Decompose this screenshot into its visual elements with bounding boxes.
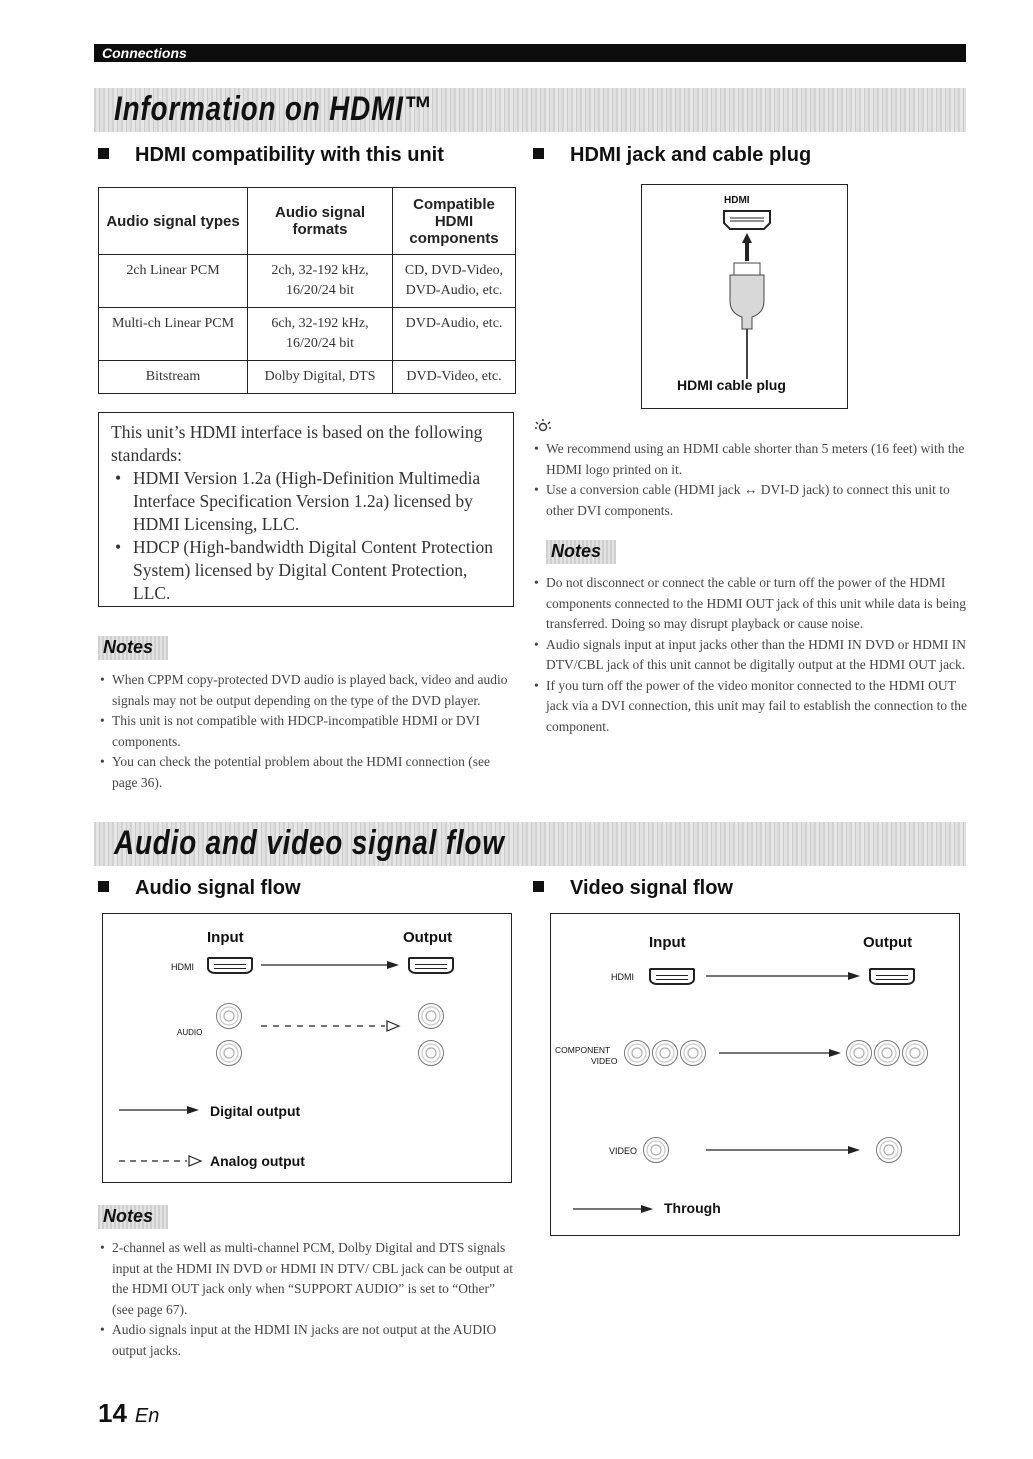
section-title: Information on HDMI™ (114, 90, 433, 128)
table-cell: DVD-Video, etc. (393, 361, 516, 394)
list-item: • Do not disconnect or connect the cable or turn off the power of the HDMI components connected to the HDMI OUT jack of this unit while data is being transferred. Doing so may disrupt playback or cause noise. (532, 573, 967, 635)
video-output-label: Output (863, 934, 913, 951)
video-input-jack-icon (643, 1137, 669, 1163)
section-banner-hdmi (94, 88, 966, 132)
analog-arrow-icon (261, 1019, 401, 1033)
video-jack-label: VIDEO (609, 1146, 638, 1156)
through-legend-arrow-icon (573, 1203, 653, 1215)
digital-output-legend: Digital output (210, 1103, 301, 1119)
hdmi-output-port-icon (869, 968, 915, 985)
list-item: • When CPPM copy-protected DVD audio is played back, video and audio signals may not be output depending on the type of the DVD player. (98, 670, 518, 711)
notes-label: Notes (98, 636, 168, 660)
list-item: • Audio signals input at input jacks other than the HDMI IN DVD or HDMI IN DTV/CBL jack of this unit cannot be digitally output at the HDMI OUT jack. (532, 635, 967, 676)
hdmi-input-port-icon (207, 957, 253, 974)
video-output-jack-icon (876, 1137, 902, 1163)
table-cell: DVD-Audio, etc. (393, 308, 516, 361)
table-cell: 2ch, 32-192 kHz, 16/20/24 bit (248, 255, 393, 308)
through-arrow-icon (706, 1143, 860, 1157)
standards-box (98, 412, 514, 607)
audio-input-label: Input (207, 929, 244, 946)
section-title: Audio and video signal flow (114, 824, 505, 862)
bullet-square-icon (533, 881, 544, 892)
video-input-label: Input (649, 934, 686, 951)
hdmi-label: HDMI (171, 962, 194, 972)
digital-arrow-icon (261, 958, 399, 972)
page-lang: En (134, 1405, 160, 1427)
digital-legend-arrow-icon (119, 1104, 199, 1116)
notes-list-left (98, 670, 518, 793)
list-item: • Audio signals input at the HDMI IN jacks are not output at the AUDIO output jacks. (98, 1320, 518, 1361)
standards-intro: This unit’s HDMI interface is based on the following standards: (111, 422, 483, 465)
through-arrow-icon (719, 1046, 841, 1060)
component-input-jack-icon (624, 1040, 650, 1066)
component-output-jack-icon (846, 1040, 872, 1066)
analog-legend-arrow-icon (119, 1154, 203, 1168)
compat-heading: HDMI compatibility with this unit (98, 144, 444, 167)
audio-input-jack-icon (216, 1040, 242, 1066)
hdmi-plug-figure (641, 184, 848, 409)
audio-input-jack-icon (216, 1003, 242, 1029)
tip-icon (534, 418, 552, 434)
table-header-row (99, 188, 516, 255)
list-item: • We recommend using an HDMI cable shorter than 5 meters (16 feet) with the HDMI logo printed on it. (532, 439, 967, 480)
list-item: • You can check the potential problem about the HDMI connection (see page 36). (98, 752, 518, 793)
through-legend: Through (664, 1200, 721, 1216)
table-cell: Dolby Digital, DTS (248, 361, 393, 394)
section-header-label: Connections (102, 45, 187, 61)
bullet-square-icon (533, 148, 544, 159)
table-cell: 6ch, 32-192 kHz, 16/20/24 bit (248, 308, 393, 361)
col-header: Audio signal formats (248, 188, 393, 255)
audio-flow-heading: Audio signal flow (98, 877, 301, 900)
standards-list (111, 467, 501, 605)
bullet-square-icon (98, 148, 109, 159)
notes-list-signal-flow (98, 1238, 518, 1361)
hdmi-label: HDMI (611, 972, 634, 982)
audio-output-jack-icon (418, 1003, 444, 1029)
component-output-jack-icon (902, 1040, 928, 1066)
audio-output-jack-icon (418, 1040, 444, 1066)
bullet-square-icon (98, 881, 109, 892)
hdmi-input-port-icon (649, 968, 695, 985)
notes-list-right (532, 573, 967, 737)
component-video-label-2: VIDEO (591, 1056, 618, 1066)
section-banner-signal-flow (94, 822, 966, 866)
audio-flow-diagram (102, 913, 512, 1183)
table-row (99, 361, 516, 394)
page-number: 14 (98, 1398, 127, 1428)
table-cell: Multi-ch Linear PCM (99, 308, 248, 361)
table-row (99, 308, 516, 361)
table-cell: Bitstream (99, 361, 248, 394)
list-item: • Use a conversion cable (HDMI jack ↔ DVI-D jack) to connect this unit to other DVI components. (532, 480, 967, 521)
notes-label: Notes (546, 540, 616, 564)
col-header: Audio signal types (99, 188, 248, 255)
hdmi-output-port-icon (408, 957, 454, 974)
list-item: • This unit is not compatible with HDCP-incompatible HDMI or DVI components. (98, 711, 518, 752)
component-video-label-1: COMPONENT (555, 1045, 611, 1055)
video-flow-diagram (550, 913, 960, 1236)
table-cell: CD, DVD-Video, DVD-Audio, etc. (393, 255, 516, 308)
component-input-jack-icon (652, 1040, 678, 1066)
jack-heading: HDMI jack and cable plug (533, 144, 811, 167)
audio-output-label: Output (403, 929, 453, 946)
notes-label: Notes (98, 1205, 168, 1229)
list-item: • 2-channel as well as multi-channel PCM, Dolby Digital and DTS signals input at the HDMI IN DVD or HDMI IN DTV/ CBL jack can be output at the HDMI OUT jack only when “SUPPORT AUDIO” is set to “Other” (see page 67). (98, 1238, 518, 1320)
table-cell: 2ch Linear PCM (99, 255, 248, 308)
list-item: • If you turn off the power of the video monitor connected to the HDMI OUT jack via a DVI connection, this unit may fail to establish the connection to the component. (532, 676, 967, 738)
list-item: • HDMI Version 1.2a (High-Definition Multimedia Interface Specification Version 1.2a) licensed by HDMI Licensing, LLC. (111, 467, 501, 536)
hdmi-plug-label: HDMI cable plug (677, 377, 786, 393)
video-flow-heading: Video signal flow (533, 877, 733, 900)
component-output-jack-icon (874, 1040, 900, 1066)
page-footer (98, 1398, 159, 1429)
list-item: • HDCP (High-bandwidth Digital Content Protection System) licensed by Digital Content Protection, LLC. (111, 536, 501, 605)
table-row (99, 255, 516, 308)
through-arrow-icon (706, 969, 860, 983)
audio-jack-label: AUDIO (177, 1028, 203, 1037)
hdmi-plug-icon (712, 209, 782, 385)
hdmi-port-label: HDMI (724, 195, 750, 206)
section-header-bar (94, 44, 966, 62)
compat-table (98, 187, 516, 394)
col-header: Compatible HDMI components (393, 188, 516, 255)
component-input-jack-icon (680, 1040, 706, 1066)
tips-list (532, 439, 967, 521)
analog-output-legend: Analog output (210, 1153, 305, 1169)
